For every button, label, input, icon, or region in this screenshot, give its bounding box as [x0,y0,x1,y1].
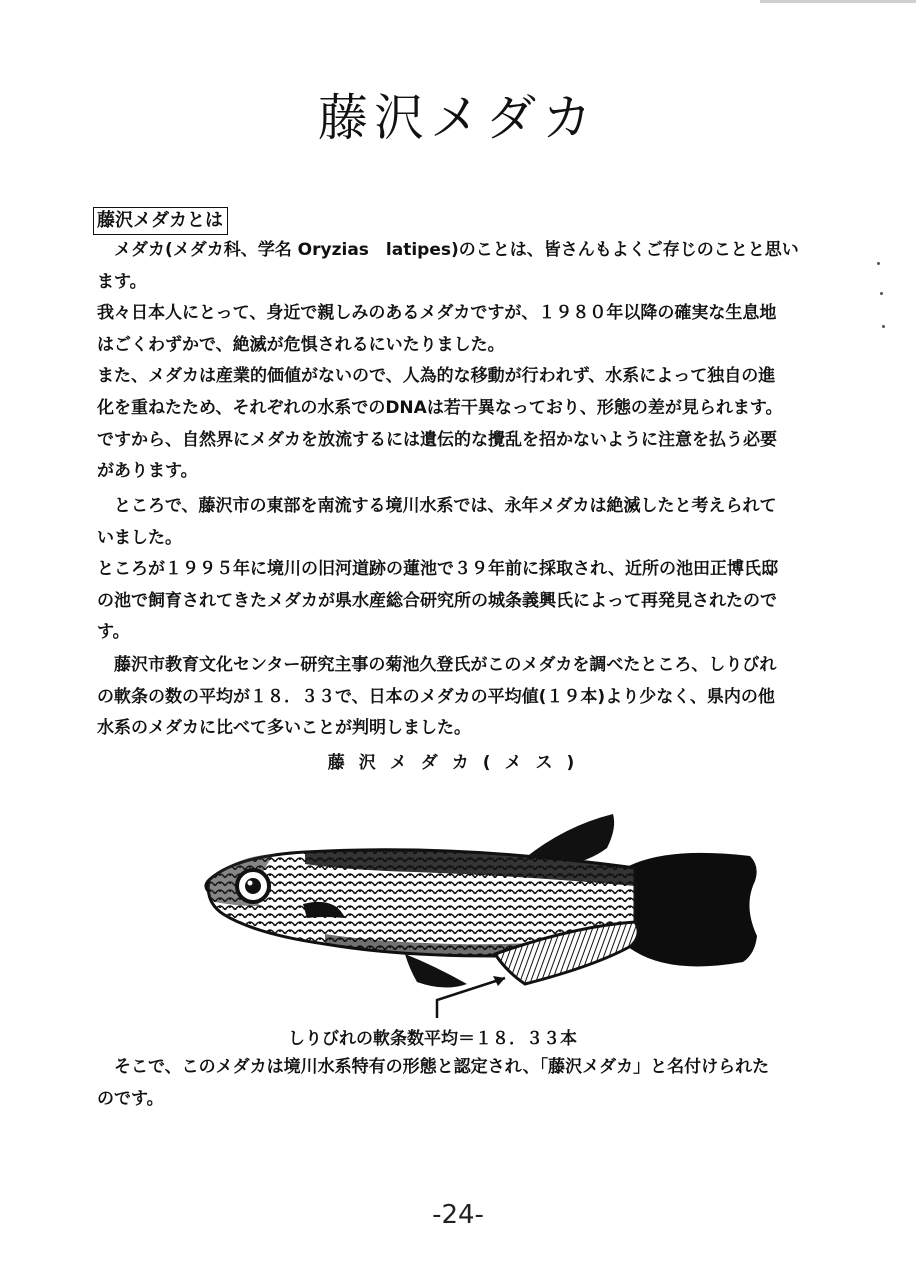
paragraph-line: 化を重ねたため、それぞれの水系でのDNAは若干異なっており、形態の差が見られます。 [97,397,783,418]
page-number: -24- [432,1200,484,1230]
top-rule [760,0,916,3]
paragraph-line: す。 [97,622,130,643]
paragraph-line: 水系のメダカに比べて多いことが判明しました。 [97,718,471,739]
paragraph-line: のです。 [97,1088,164,1109]
paragraph-line: 我々日本人にとって、身近で親しみのあるメダカですが、１９８０年以降の確実な生息地 [97,303,777,324]
page-title: 藤沢メダカ [318,89,598,147]
paragraph-naming [97,1052,847,1115]
tail-fin [625,853,757,967]
paragraph-line: ところが１９９５年に境川の旧河道跡の蓮池で３９年前に採取され、近所の池田正博氏邸 [97,559,779,580]
scan-speck [880,292,883,295]
section-heading: 藤沢メダカとは [93,207,228,235]
paragraph-research [97,650,847,745]
paragraph-intro [97,235,847,488]
scan-speck [877,262,880,265]
paragraph-rediscovery [97,491,847,649]
figure-caption: 藤沢メダカ(メス) [327,753,589,773]
paragraph-line: そこで、このメダカは境川水系特有の形態と認定され、「藤沢メダカ」と名付けられた [97,1057,770,1077]
paragraph-line: の池で飼育されてきたメダカが県水産総合研究所の城条義興氏によって再発見されたので [97,590,777,611]
paragraph-line: メダカ(メダカ科、学名 Oryzias latipes)のことは、皆さんもよくご存じのことと思い [97,240,799,260]
scan-speck [882,325,885,328]
paragraph-line: はごくわずかで、絶滅が危惧されるにいたりました。 [97,334,505,355]
medaka-fish-illustration [195,806,775,1026]
paragraph-line: いました。 [97,527,182,548]
paragraph-line: ですから、自然界にメダカを放流するには遺伝的な攪乱を招かないように注意を払う必要 [97,429,777,450]
anal-fin-ray-caption: しりびれの軟条数平均＝１８．３３本 [288,1029,577,1049]
paragraph-line: ところで、藤沢市の東部を南流する境川水系では、永年メダカは絶滅したと考えられて [97,496,777,516]
paragraph-line: があります。 [97,461,198,482]
paragraph-line: の軟条の数の平均が１８．３３で、日本のメダカの平均値(１９本)より少なく、県内の他 [97,686,775,707]
paragraph-line: ます。 [97,271,147,292]
pelvic-fin [405,954,467,988]
paragraph-line: また、メダカは産業的価値がないので、人為的な移動が行われず、水系によって独自の進 [97,366,776,387]
paragraph-line: 藤沢市教育文化センター研究主事の菊池久登氏がこのメダカを調べたところ、しりびれ [97,655,777,675]
